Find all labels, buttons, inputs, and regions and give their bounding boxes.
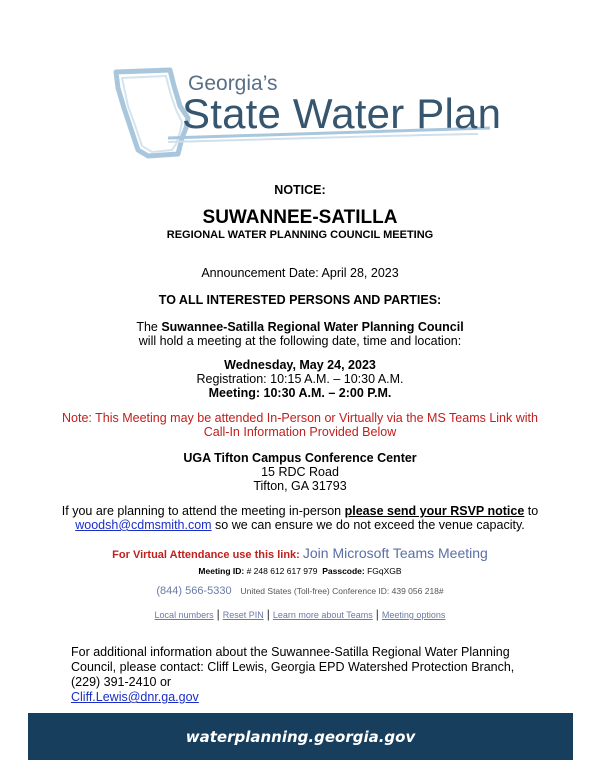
meeting-id-line [0,566,600,576]
council-name: Suwannee-Satilla Regional Water Planning Council [161,320,464,334]
contact-info [71,645,541,705]
rsvp-line-1 [0,504,600,519]
notice-label: NOTICE: [274,183,326,197]
location-city: Tifton, GA 31793 [253,479,347,493]
phone-info: United States (Toll-free) Conference ID: 439 056 218# [240,586,444,596]
meeting-id-label: Meeting ID: [198,566,247,576]
passcode-value: FGqXGB [367,566,402,576]
location-name: UGA Tifton Campus Conference Center [183,451,417,465]
teams-label: For Virtual Attendance use this link: [112,549,303,561]
logo-georgias-text: Georgia’s [188,72,278,95]
phone-link[interactable]: (844) 566-5330 [156,585,232,597]
local-numbers-link[interactable]: Local numbers [154,610,214,620]
rsvp-prefix: If you are planning to attend the meeting in-person [61,504,345,518]
intro-line-2: will hold a meeting at the following date, time and location: [138,334,462,348]
rsvp-line2-suffix: so we can ensure we do not exceed the venue capacity. [211,518,525,532]
meeting-options-link[interactable]: Meeting options [381,610,446,620]
page-title: SUWANNEE-SATILLA [202,207,398,228]
rsvp-line-2 [0,518,600,533]
intro-prefix: The [136,320,162,334]
meeting-time: Meeting: 10:30 A.M. – 2:00 P.M. [208,386,392,400]
location-street: 15 RDC Road [261,465,339,479]
to-all-parties: TO ALL INTERESTED PERSONS AND PARTIES: [158,293,442,307]
announcement-date: Announcement Date: April 28, 2023 [201,266,399,280]
page-subtitle: REGIONAL WATER PLANNING COUNCIL MEETING [166,229,434,241]
contact-text: For additional information about the Suwannee-Satilla Regional Water Planning Council, please contact: Cliff Lewis, Georgia EPD Watershed Protection Branch, (229) 391-2410 or [71,645,515,689]
contact-email-link[interactable]: Cliff.Lewis@dnr.ga.gov [71,690,199,704]
phone-line [0,581,600,599]
learn-more-teams-link[interactable]: Learn more about Teams [272,610,373,620]
join-teams-meeting-link[interactable]: Join Microsoft Teams Meeting [302,545,488,561]
reset-pin-link[interactable]: Reset PIN [222,610,264,620]
passcode-label: Passcode: [322,566,368,576]
meeting-date: Wednesday, May 24, 2023 [224,358,376,372]
footer-banner [28,713,573,760]
meeting-id-value: # 248 612 617 979 [246,566,318,576]
logo-state-water-plan-text: State Water Plan [182,90,502,137]
rsvp-emphasis: please send your RSVP notice [344,504,525,518]
note-line-2: Call-In Information Provided Below [203,425,397,439]
teams-options-links: Local numbers | Reset PIN | Learn more about Teams | Meeting options [154,607,446,621]
state-water-plan-logo [108,66,502,166]
rsvp-email-link[interactable]: woodsh@cdmsmith.com [75,518,212,532]
note-line-1: Note: This Meeting may be attended In-Person or Virtually via the MS Teams Link with [62,411,538,425]
intro-line-1 [0,320,600,335]
footer-website[interactable]: waterplanning.georgia.gov [185,727,416,746]
registration-time: Registration: 10:15 A.M. – 10:30 A.M. [196,372,404,386]
teams-link-line [0,545,600,563]
rsvp-suffix: to [524,504,539,518]
